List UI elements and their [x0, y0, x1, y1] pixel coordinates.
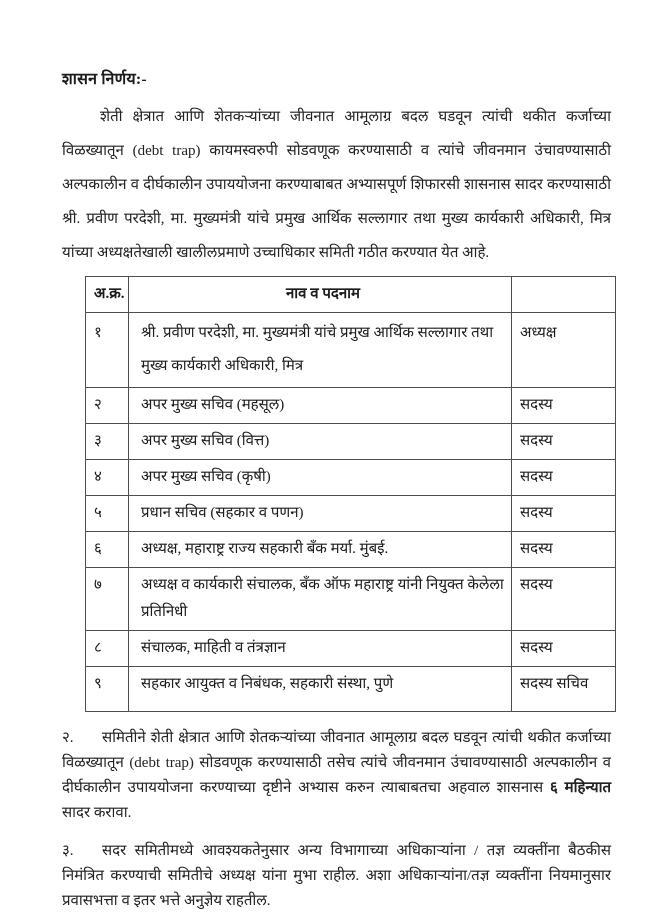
paragraph-3-number: ३.	[62, 843, 74, 859]
cell-serial-number: ८	[86, 631, 129, 667]
table-row	[86, 496, 616, 532]
cell-name-designation: सहकार आयुक्त व निबंधक, सहकारी संस्था, पुणे	[129, 667, 512, 712]
table-row	[86, 667, 616, 712]
table-row	[86, 568, 616, 631]
table-row	[86, 313, 616, 388]
cell-role: सदस्य	[512, 568, 616, 631]
header-role	[512, 277, 616, 313]
cell-serial-number: ४	[86, 460, 129, 496]
cell-serial-number: ५	[86, 496, 129, 532]
table-row	[86, 424, 616, 460]
cell-role: सदस्य	[512, 631, 616, 667]
cell-name-designation: अपर मुख्य सचिव (वित्त)	[129, 424, 512, 460]
paragraph-3-text: सदर समितीमध्ये आवश्यकतेनुसार अन्य विभागाच्या अधिकाऱ्यांना / तज्ञ व्यक्तींना बैठकीस निमंत्रित करण्याची समितीचे अध्यक्ष यांना मुभा राहील. अशा अधिकाऱ्यांना/तज्ञ व्यक्तींना नियमानुसार प्रवासभत्ता व इतर भत्ते अनुज्ञेय राहतील.	[62, 843, 611, 909]
cell-role: सदस्य	[512, 424, 616, 460]
paragraph-2-number: २.	[62, 730, 74, 746]
document-title: शासन निर्णय:-	[62, 71, 147, 88]
intro-paragraph: शेती क्षेत्रात आणि शेतकऱ्यांच्या जीवनात आमूलाग्र बदल घडवून त्यांची थकीत कर्जाच्या विळख्यातून (debt trap) कायमस्वरुपी सोडवणूक करण्यासाठी व त्यांचे जीवनमान उंचावण्यासाठी अल्पकालीन व दीर्घकालीन उपाययोजना करण्याबाबत अभ्यासपूर्ण शिफारसी शासनास सादर करण्यासाठी श्री. प्रवीण परदेशी, मा. मुख्यमंत्री यांचे प्रमुख आर्थिक सल्लागार तथा मुख्य कार्यकारी अधिकारी, मित्र यांच्या अध्यक्षतेखाली खालीलप्रमाणे उच्चाधिकार समिती गठीत करण्यात येत आहे.	[62, 109, 611, 261]
paragraph-3	[62, 839, 611, 914]
header-serial-number: अ.क्र.	[86, 277, 129, 313]
cell-serial-number: ३	[86, 424, 129, 460]
paragraph-2-text: समितीने शेती क्षेत्रात आणि शेतकऱ्यांच्या जीवनात आमूलाग्र बदल घडवून त्यांची थकीत कर्जाच्या विळख्यातून (debt trap) सोडवणूक करण्यासाठी तसेच त्यांचे जीवनमान उंचावण्यासाठी अल्पकालीन व दीर्घकालीन उपाययोजना करण्याच्या दृष्टीने अभ्यास करुन त्याबाबतचा अहवाल शासनास	[62, 730, 611, 796]
cell-name-designation: अपर मुख्य सचिव (महसूल)	[129, 388, 512, 424]
table-row	[86, 631, 616, 667]
cell-serial-number: ९	[86, 667, 129, 712]
paragraph-2-bold-duration: ६ महिन्यात	[550, 780, 611, 796]
cell-role: सदस्य	[512, 388, 616, 424]
cell-name-designation: अध्यक्ष, महाराष्ट्र राज्य सहकारी बँक मर्या. मुंबई.	[129, 532, 512, 568]
table-row	[86, 532, 616, 568]
cell-serial-number: १	[86, 313, 129, 388]
cell-name-designation: अपर मुख्य सचिव (कृषी)	[129, 460, 512, 496]
table-row	[86, 460, 616, 496]
header-name-designation: नाव व पदनाम	[129, 277, 512, 313]
cell-serial-number: २	[86, 388, 129, 424]
cell-name-designation: संचालक, माहिती व तंत्रज्ञान	[129, 631, 512, 667]
cell-role: अध्यक्ष	[512, 313, 616, 388]
committee-table	[85, 276, 616, 712]
committee-table-body	[86, 313, 616, 712]
cell-role: सदस्य	[512, 496, 616, 532]
table-header-row	[86, 277, 616, 313]
paragraph-2-text-end: सादर करावा.	[62, 805, 132, 821]
cell-serial-number: ६	[86, 532, 129, 568]
cell-name-designation: श्री. प्रवीण परदेशी, मा. मुख्यमंत्री यांचे प्रमुख आर्थिक सल्लागार तथा मुख्य कार्यकारी अधिकारी, मित्र	[129, 313, 512, 388]
cell-name-designation: अध्यक्ष व कार्यकारी संचालक, बँक ऑफ महाराष्ट्र यांनी नियुक्त केलेला प्रतिनिधी	[129, 568, 512, 631]
cell-serial-number: ७	[86, 568, 129, 631]
table-row	[86, 388, 616, 424]
cell-role: सदस्य	[512, 460, 616, 496]
cell-role: सदस्य	[512, 532, 616, 568]
paragraph-2	[62, 726, 611, 826]
cell-role: सदस्य सचिव	[512, 667, 616, 712]
cell-name-designation: प्रधान सचिव (सहकार व पणन)	[129, 496, 512, 532]
